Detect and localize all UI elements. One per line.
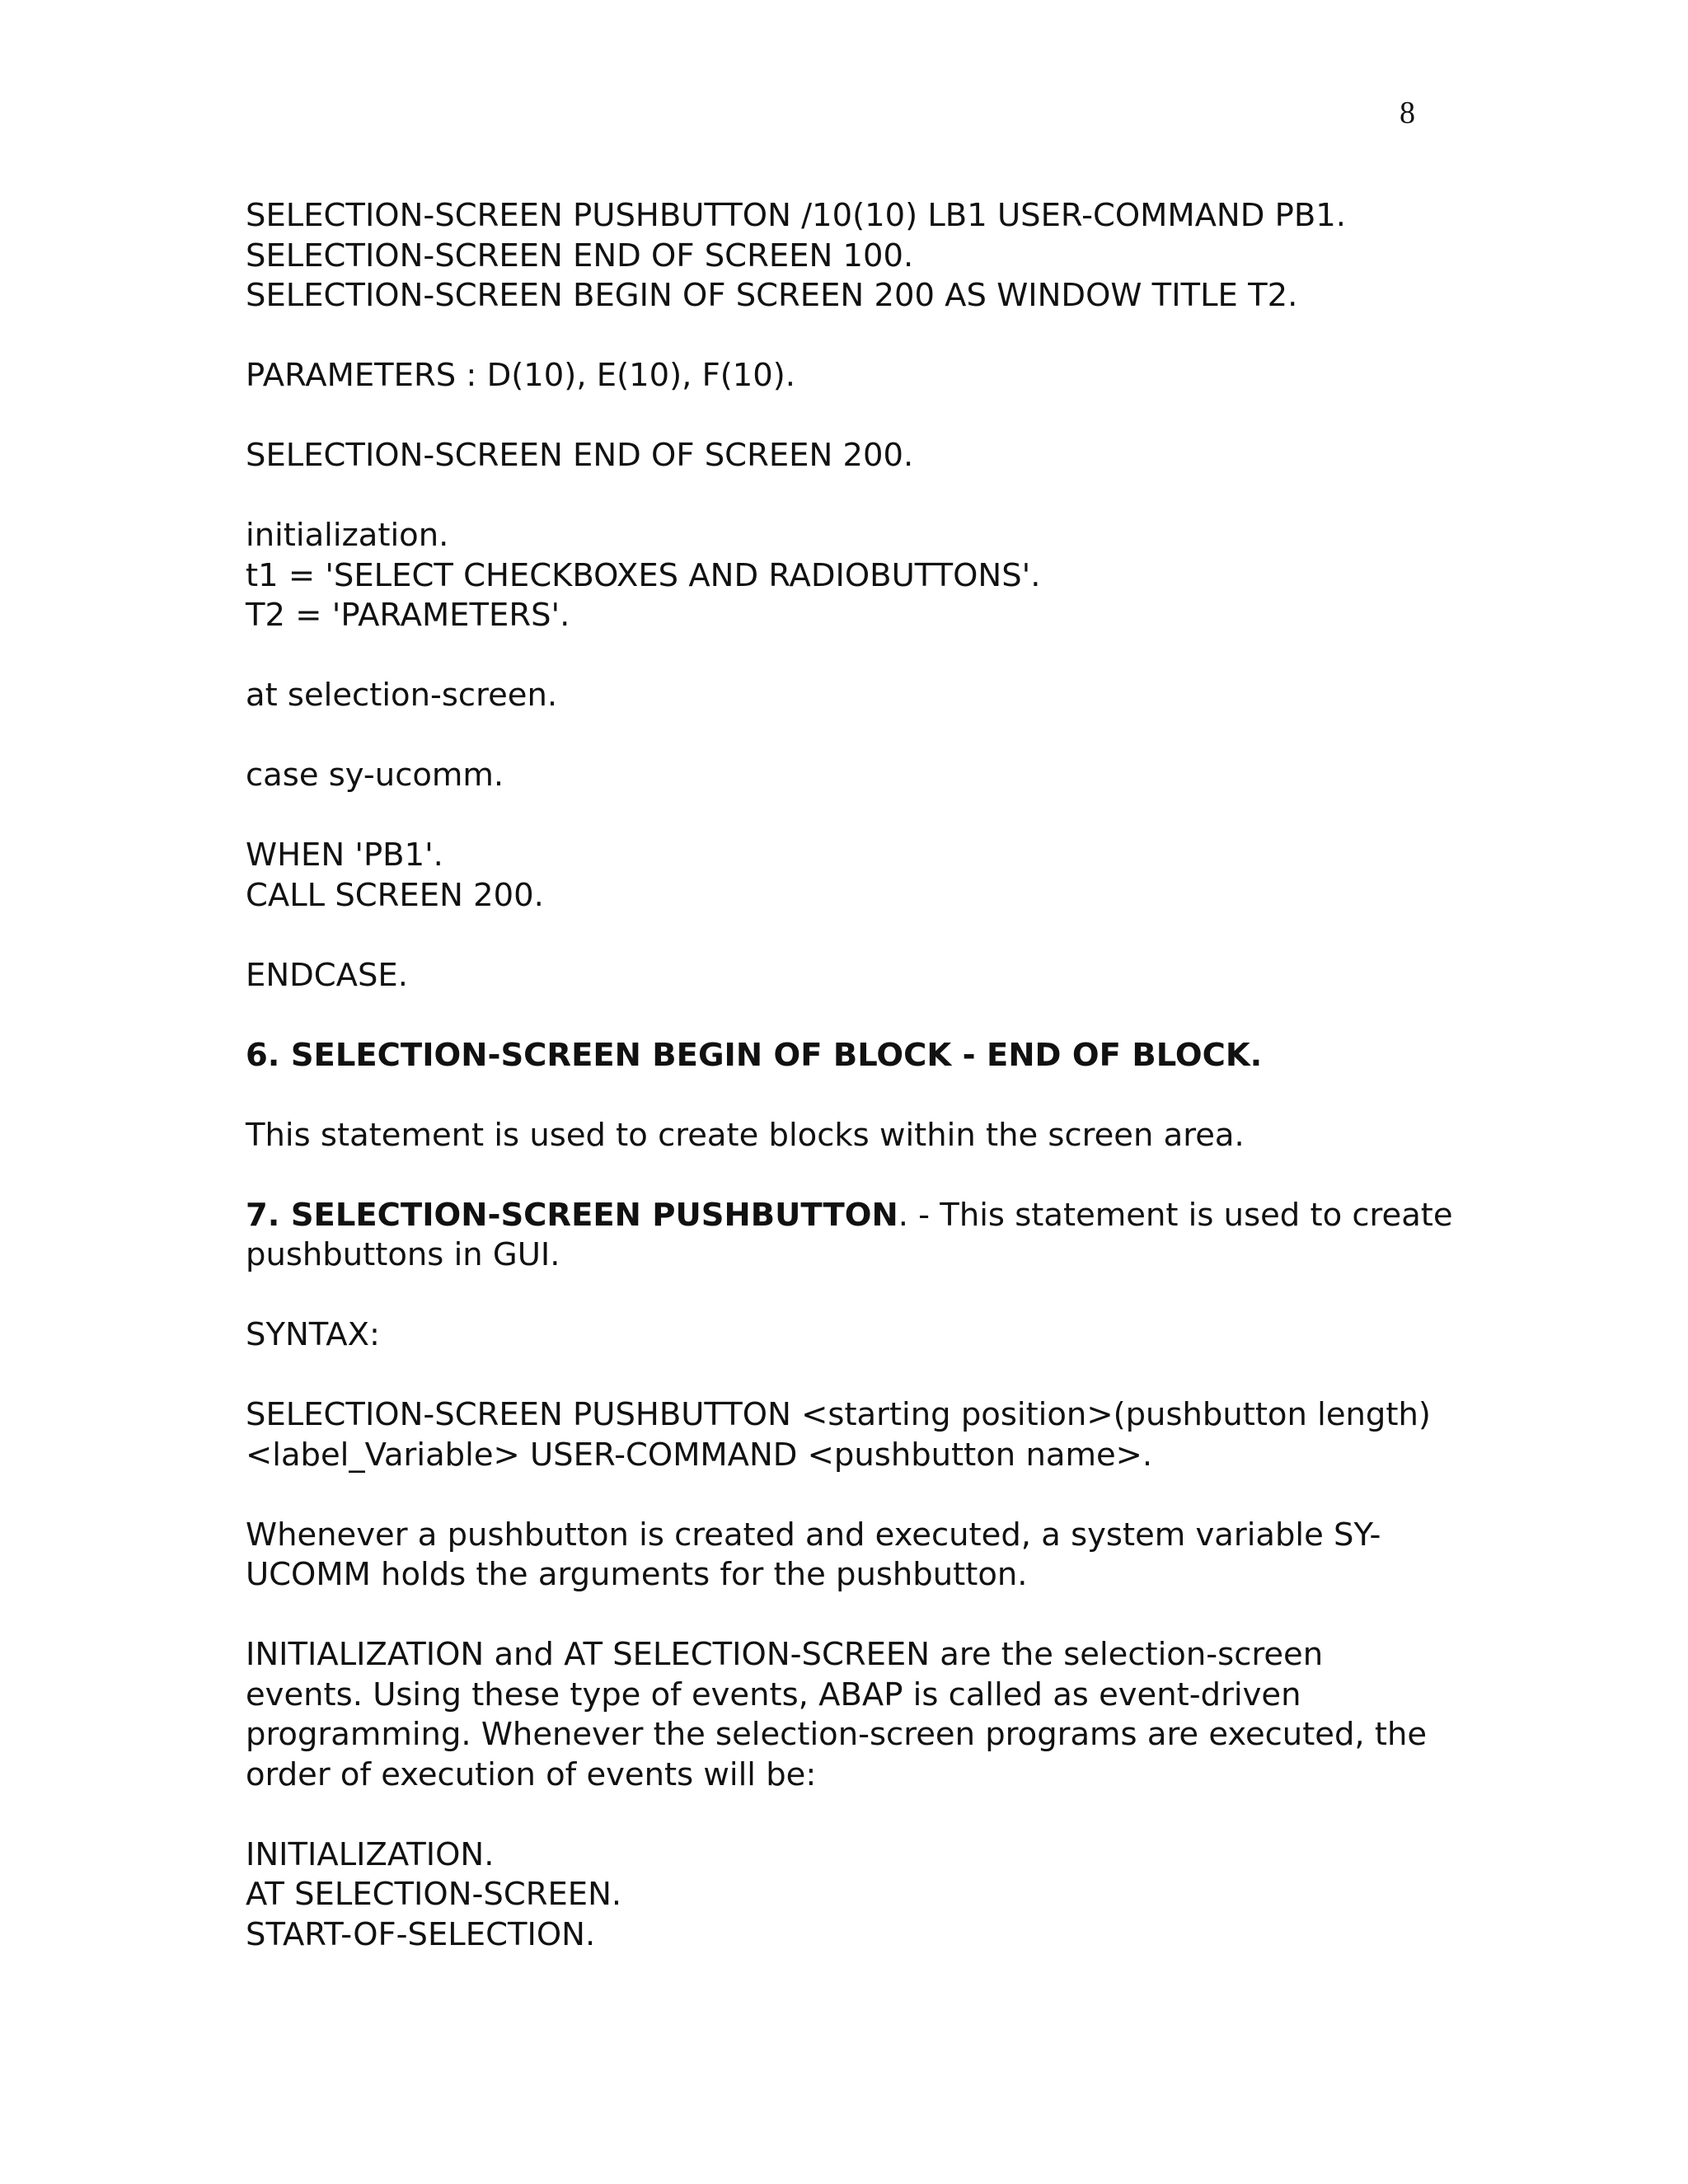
spacer <box>246 396 1531 437</box>
paragraph-line: programming. Whenever the selection-screen programs are executed, the <box>246 1716 1428 1753</box>
section-7-heading-bold: 7. SELECTION-SCREEN PUSHBUTTON <box>246 1196 898 1234</box>
event-item: INITIALIZATION. <box>246 1835 495 1873</box>
spacer <box>246 636 1531 677</box>
section-7-heading-rest: . - This statement is used to create <box>898 1196 1453 1234</box>
code-line: initialization. <box>246 517 449 554</box>
paragraph-line: events. Using these type of events, ABAP is called as event-driven <box>246 1675 1301 1713</box>
spacer <box>246 476 1531 517</box>
code-line: SELECTION-SCREEN BEGIN OF SCREEN 200 AS WINDOW TITLE T2. <box>246 277 1298 314</box>
paragraph-line: Whenever a pushbutton is created and executed, a system variable SY- <box>246 1516 1381 1554</box>
code-line: SELECTION-SCREEN END OF SCREEN 100. <box>246 237 914 274</box>
paragraph-line: INITIALIZATION and AT SELECTION-SCREEN are the selection-screen <box>246 1636 1324 1673</box>
spacer <box>246 1356 1531 1396</box>
spacer <box>246 716 1531 757</box>
syntax-line: <label_Variable> USER-COMMAND <pushbutton name>. <box>246 1436 1153 1474</box>
event-item: START-OF-SELECTION. <box>246 1915 596 1953</box>
spacer <box>246 316 1531 357</box>
paragraph-line: UCOMM holds the arguments for the pushbutton. <box>246 1556 1028 1593</box>
code-line: PARAMETERS : D(10), E(10), F(10). <box>246 357 796 394</box>
spacer <box>246 1076 1531 1116</box>
spacer <box>246 1276 1531 1316</box>
paragraph-line: order of execution of events will be: <box>246 1755 817 1793</box>
spacer <box>246 1155 1531 1196</box>
page-content <box>246 196 1531 1955</box>
section-6-heading: 6. SELECTION-SCREEN BEGIN OF BLOCK - END OF BLOCK. <box>246 1036 1263 1074</box>
page-number: 8 <box>1400 96 1415 130</box>
event-item: AT SELECTION-SCREEN. <box>246 1876 622 1913</box>
syntax-line: SELECTION-SCREEN PUSHBUTTON <starting position>(pushbutton length) <box>246 1396 1431 1433</box>
code-line: T2 = 'PARAMETERS'. <box>246 597 570 634</box>
spacer <box>246 916 1531 956</box>
code-line: CALL SCREEN 200. <box>246 876 544 914</box>
spacer <box>246 796 1531 837</box>
section-7-heading-line2: pushbuttons in GUI. <box>246 1236 560 1273</box>
code-line: at selection-screen. <box>246 677 558 714</box>
spacer <box>246 1596 1531 1636</box>
syntax-label: SYNTAX: <box>246 1316 380 1353</box>
spacer <box>246 1795 1531 1835</box>
code-line: case sy-ucomm. <box>246 757 504 794</box>
section-6-text: This statement is used to create blocks within the screen area. <box>246 1116 1245 1154</box>
section-7-heading <box>246 1196 1531 1236</box>
code-line: WHEN 'PB1'. <box>246 837 443 874</box>
code-line: ENDCASE. <box>246 956 408 994</box>
code-line: t1 = 'SELECT CHECKBOXES AND RADIOBUTTONS'. <box>246 556 1041 594</box>
spacer <box>246 1475 1531 1516</box>
code-line: SELECTION-SCREEN END OF SCREEN 200. <box>246 437 914 474</box>
code-line: SELECTION-SCREEN PUSHBUTTON /10(10) LB1 USER-COMMAND PB1. <box>246 197 1346 234</box>
spacer <box>246 996 1531 1036</box>
